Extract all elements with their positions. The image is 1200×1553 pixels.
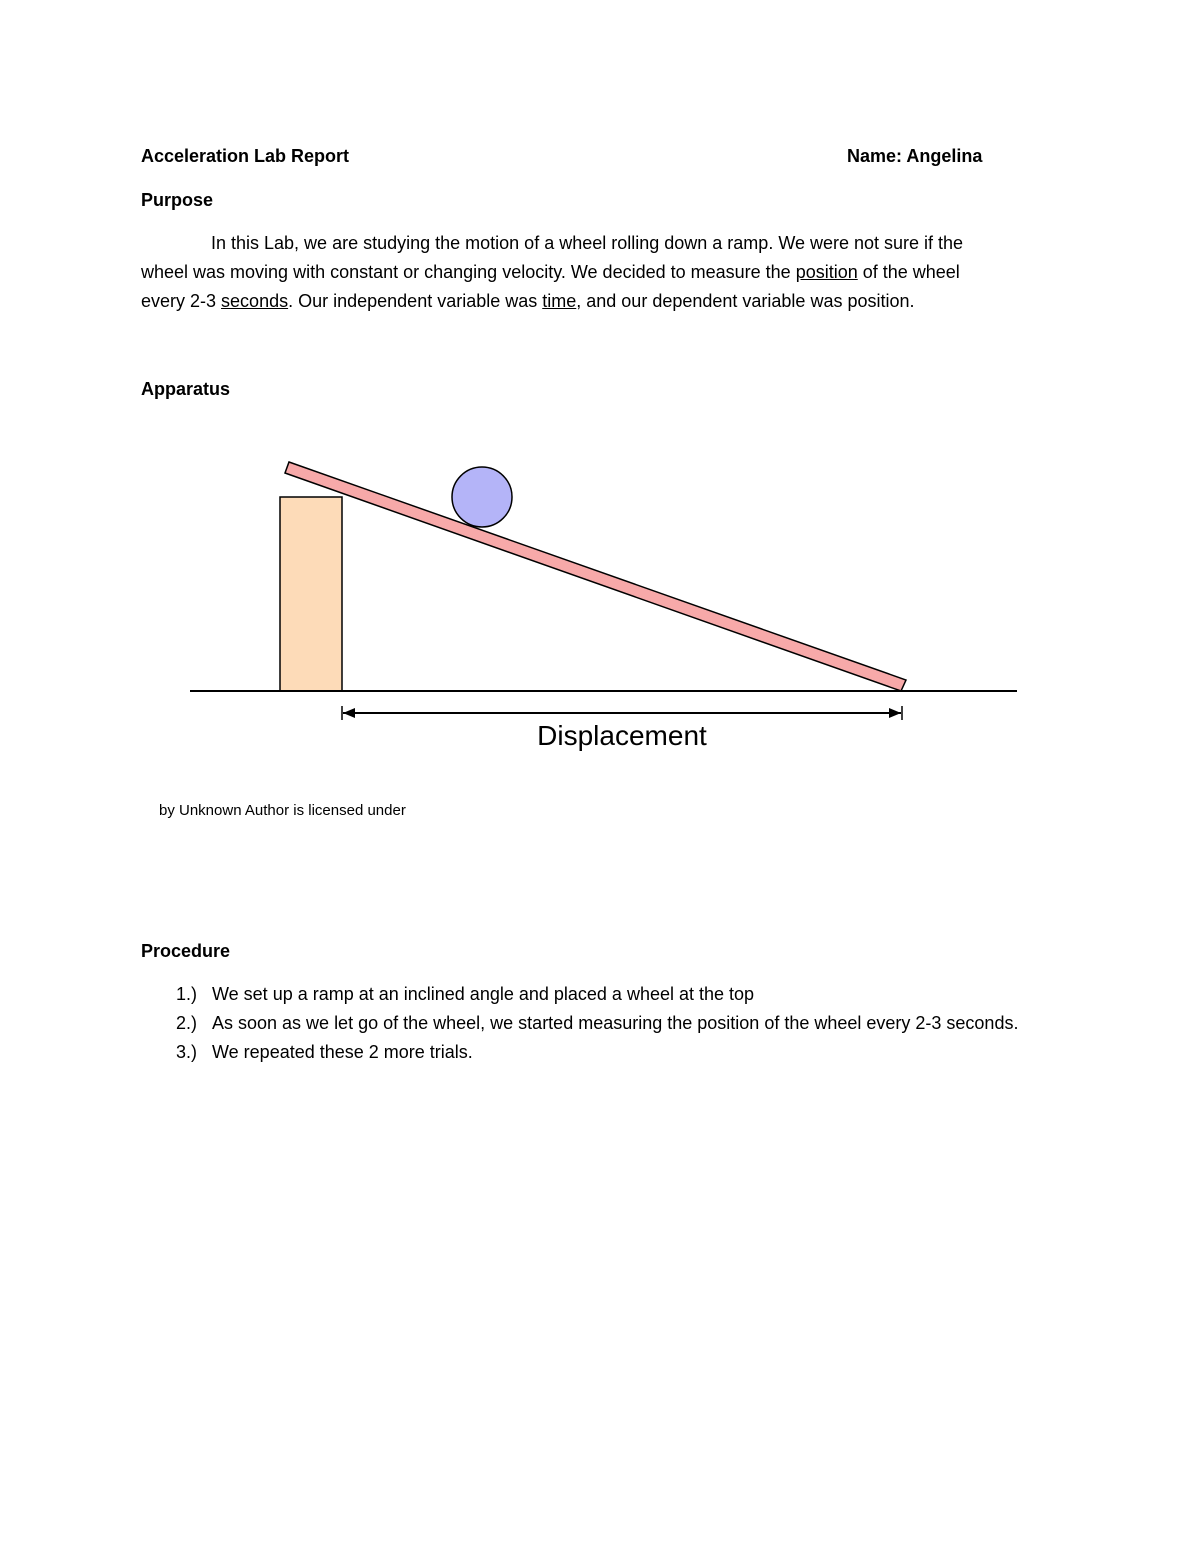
purpose-text: , and our dependent variable was position.: [576, 291, 915, 311]
step-number: 1.): [176, 984, 198, 1004]
purpose-paragraph: [141, 229, 1061, 316]
purpose-text: every 2-3: [141, 291, 222, 311]
support-block: [280, 497, 342, 691]
step-text: As soon as we let go of the wheel, we started measuring the position of the wheel every 2-3 seconds.: [212, 1013, 1019, 1033]
apparatus-heading: Apparatus: [141, 379, 231, 399]
step-number-wrap: [141, 980, 212, 1009]
underlined-term-position: position: [795, 262, 858, 282]
purpose-text: of the wheel: [857, 262, 960, 282]
underlined-term-time: time: [542, 291, 577, 311]
purpose-heading: Purpose: [141, 190, 214, 210]
displacement-left-arrowhead: [343, 708, 355, 718]
purpose-line-1: In this Lab, we are studying the motion of a wheel rolling down a ramp. We were not sure if the: [211, 233, 964, 253]
ramp-diagram: [180, 450, 1030, 770]
purpose-text: wheel was moving with constant or changing velocity. We decided to measure the: [141, 262, 796, 282]
figure-credit: by Unknown Author is licensed under: [159, 802, 406, 819]
ramp-plank: [285, 462, 906, 691]
procedure-step: [141, 980, 1061, 1009]
step-number-wrap: [141, 1009, 212, 1038]
procedure-step: [141, 1038, 1061, 1067]
step-text: We repeated these 2 more trials.: [212, 1042, 473, 1062]
procedure-heading: Procedure: [141, 941, 231, 961]
step-number: 3.): [176, 1042, 198, 1062]
purpose-line-3: [141, 287, 1061, 316]
purpose-text: . Our independent variable was: [288, 291, 543, 311]
procedure-list: [141, 980, 1061, 1067]
purpose-line-2: [141, 258, 1061, 287]
displacement-label: Displacement: [537, 720, 707, 751]
underlined-term-seconds: seconds: [221, 291, 289, 311]
displacement-right-arrowhead: [889, 708, 901, 718]
document-title: Acceleration Lab Report: [141, 146, 350, 166]
wheel: [452, 467, 512, 527]
procedure-step: [141, 1009, 1061, 1038]
step-number-wrap: [141, 1038, 212, 1067]
author-name: Name: Angelina: [847, 146, 983, 166]
step-number: 2.): [176, 1013, 198, 1033]
step-text: We set up a ramp at an inclined angle and placed a wheel at the top: [212, 984, 755, 1004]
